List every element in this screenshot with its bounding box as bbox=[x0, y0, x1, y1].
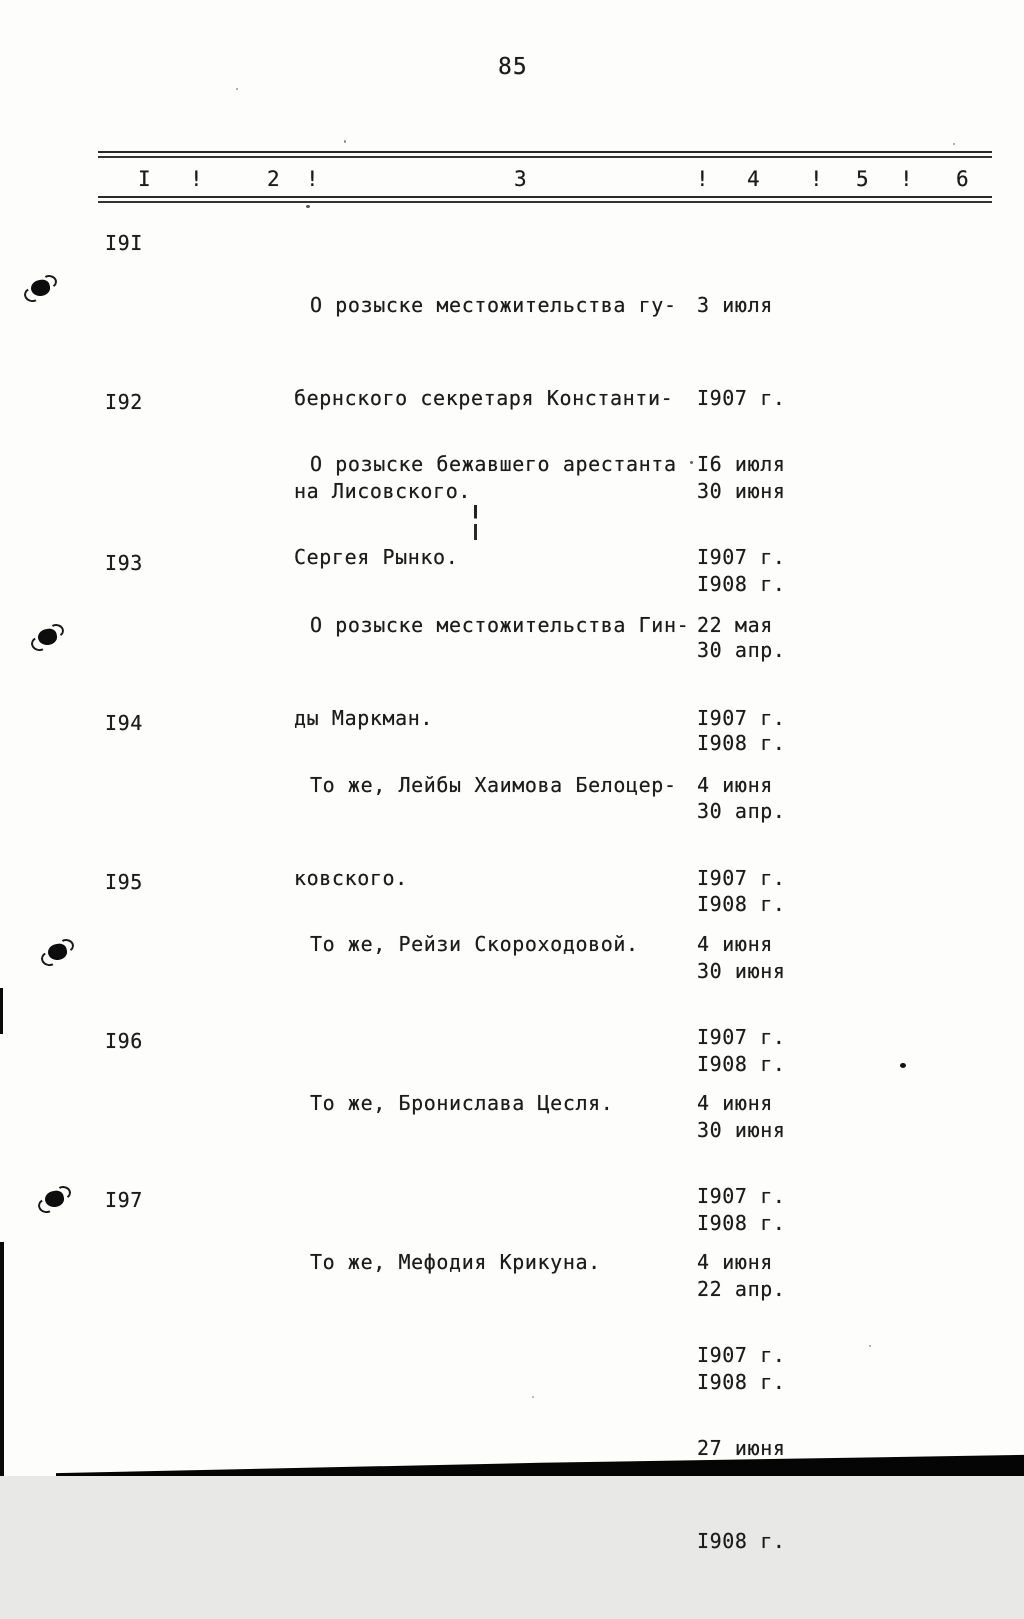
description-line: ды Маркман. bbox=[294, 706, 434, 730]
date-line: I907 г. bbox=[697, 545, 786, 569]
page-number: 85 bbox=[498, 54, 528, 80]
date-line: I6 июля bbox=[697, 452, 786, 476]
date-line: 30 июня bbox=[697, 479, 786, 503]
description-line: на Лисовского. bbox=[294, 479, 471, 503]
date-line: 3 июля bbox=[697, 293, 773, 317]
entry-number: I96 bbox=[105, 1029, 143, 1053]
date-line: I908 г. bbox=[697, 1211, 786, 1235]
description-line: То же, Рейзи Скороходовой. bbox=[310, 932, 639, 956]
date-line: 22 апр. bbox=[697, 1277, 786, 1301]
date-line: 4 июня bbox=[697, 1250, 773, 1274]
column-separator: ! bbox=[810, 167, 824, 191]
scan-edge-left-lower bbox=[0, 1242, 4, 1476]
speck bbox=[690, 461, 693, 464]
entry-description bbox=[294, 1185, 694, 1340]
column-label-4: 4 bbox=[747, 167, 761, 191]
description-line: ковского. bbox=[294, 866, 408, 890]
header-rule-top-2 bbox=[98, 156, 992, 158]
speck bbox=[953, 143, 955, 145]
ink-blot bbox=[27, 277, 53, 301]
ink-blot bbox=[34, 626, 60, 650]
header-rule-bottom-2 bbox=[98, 201, 992, 203]
speck bbox=[306, 205, 310, 208]
date-line: I908 г. bbox=[697, 892, 786, 916]
date-line: I908 г. bbox=[697, 731, 786, 755]
column-separator: ! bbox=[306, 167, 320, 191]
scan-edge-left-upper bbox=[0, 988, 3, 1034]
date-line: 30 июня bbox=[697, 1118, 786, 1142]
date-line: 27 июня bbox=[697, 1436, 786, 1460]
column-label-5: 5 bbox=[856, 167, 870, 191]
date-line: 22 мая bbox=[697, 613, 773, 637]
speck bbox=[236, 88, 238, 90]
date-line: 4 июня bbox=[697, 1091, 773, 1115]
description-line: О розыске местожительства Гин- bbox=[310, 613, 690, 637]
speck bbox=[869, 1345, 871, 1347]
date-line: 30 апр. bbox=[697, 799, 786, 823]
date-line: I908 г. bbox=[697, 1529, 786, 1553]
scan-edge-bottom bbox=[56, 1452, 1024, 1476]
date-line: 30 апр. bbox=[697, 638, 786, 662]
entry-number: I93 bbox=[105, 551, 143, 575]
header-rule-bottom-1 bbox=[98, 196, 992, 198]
entry-number: I94 bbox=[105, 711, 143, 735]
entry-number: I95 bbox=[105, 870, 143, 894]
entry-description bbox=[294, 1026, 694, 1181]
date-line: 30 июня bbox=[697, 959, 786, 983]
date-line: I907 г. bbox=[697, 386, 786, 410]
date-line: I907 г. bbox=[697, 1184, 786, 1208]
description-line: То же, Мефодия Крикуна. bbox=[310, 1250, 601, 1274]
column-separator: ! bbox=[190, 167, 204, 191]
entry-dates bbox=[697, 1185, 827, 1619]
description-line: О розыске местожительства гу- bbox=[310, 293, 677, 317]
description-line: То же, Лейбы Хаимова Белоцер- bbox=[310, 773, 677, 797]
entry-number: I97 bbox=[105, 1188, 143, 1212]
stray-vertical-mark bbox=[474, 505, 477, 543]
column-label-3: 3 bbox=[514, 167, 528, 191]
entry-number: I92 bbox=[105, 390, 143, 414]
column-label-2: 2 bbox=[267, 167, 281, 191]
header-rule-top-1 bbox=[98, 151, 992, 153]
date-line: I908 г. bbox=[697, 1052, 786, 1076]
date-line: I907 г. bbox=[697, 1343, 786, 1367]
ink-blot bbox=[44, 941, 70, 965]
speck bbox=[532, 1396, 534, 1398]
speck bbox=[344, 140, 346, 143]
column-label-1: I bbox=[138, 167, 152, 191]
column-separator: ! bbox=[900, 167, 914, 191]
date-line: I908 г. bbox=[697, 572, 786, 596]
date-line: 4 июня bbox=[697, 773, 773, 797]
date-line: I908 г. bbox=[697, 1370, 786, 1394]
date-line: I907 г. bbox=[697, 866, 786, 890]
column-label-6: 6 bbox=[956, 167, 970, 191]
description-line: То же, Бронислава Цесля. bbox=[310, 1091, 614, 1115]
column-separator: ! bbox=[696, 167, 710, 191]
description-line: бернского секретаря Константи- bbox=[294, 386, 674, 410]
entry-description bbox=[294, 867, 694, 1022]
date-line: 4 июня bbox=[697, 932, 773, 956]
entry-number: I9I bbox=[105, 231, 143, 255]
ink-blot bbox=[41, 1188, 67, 1212]
speck bbox=[900, 1063, 906, 1068]
description-line: О розыске бежавшего арестанта bbox=[310, 452, 677, 476]
description-line: Сергея Рынко. bbox=[294, 545, 459, 569]
table-row bbox=[0, 1185, 1024, 1553]
date-line: I907 г. bbox=[697, 1025, 786, 1049]
date-line: I907 г. bbox=[697, 706, 786, 730]
